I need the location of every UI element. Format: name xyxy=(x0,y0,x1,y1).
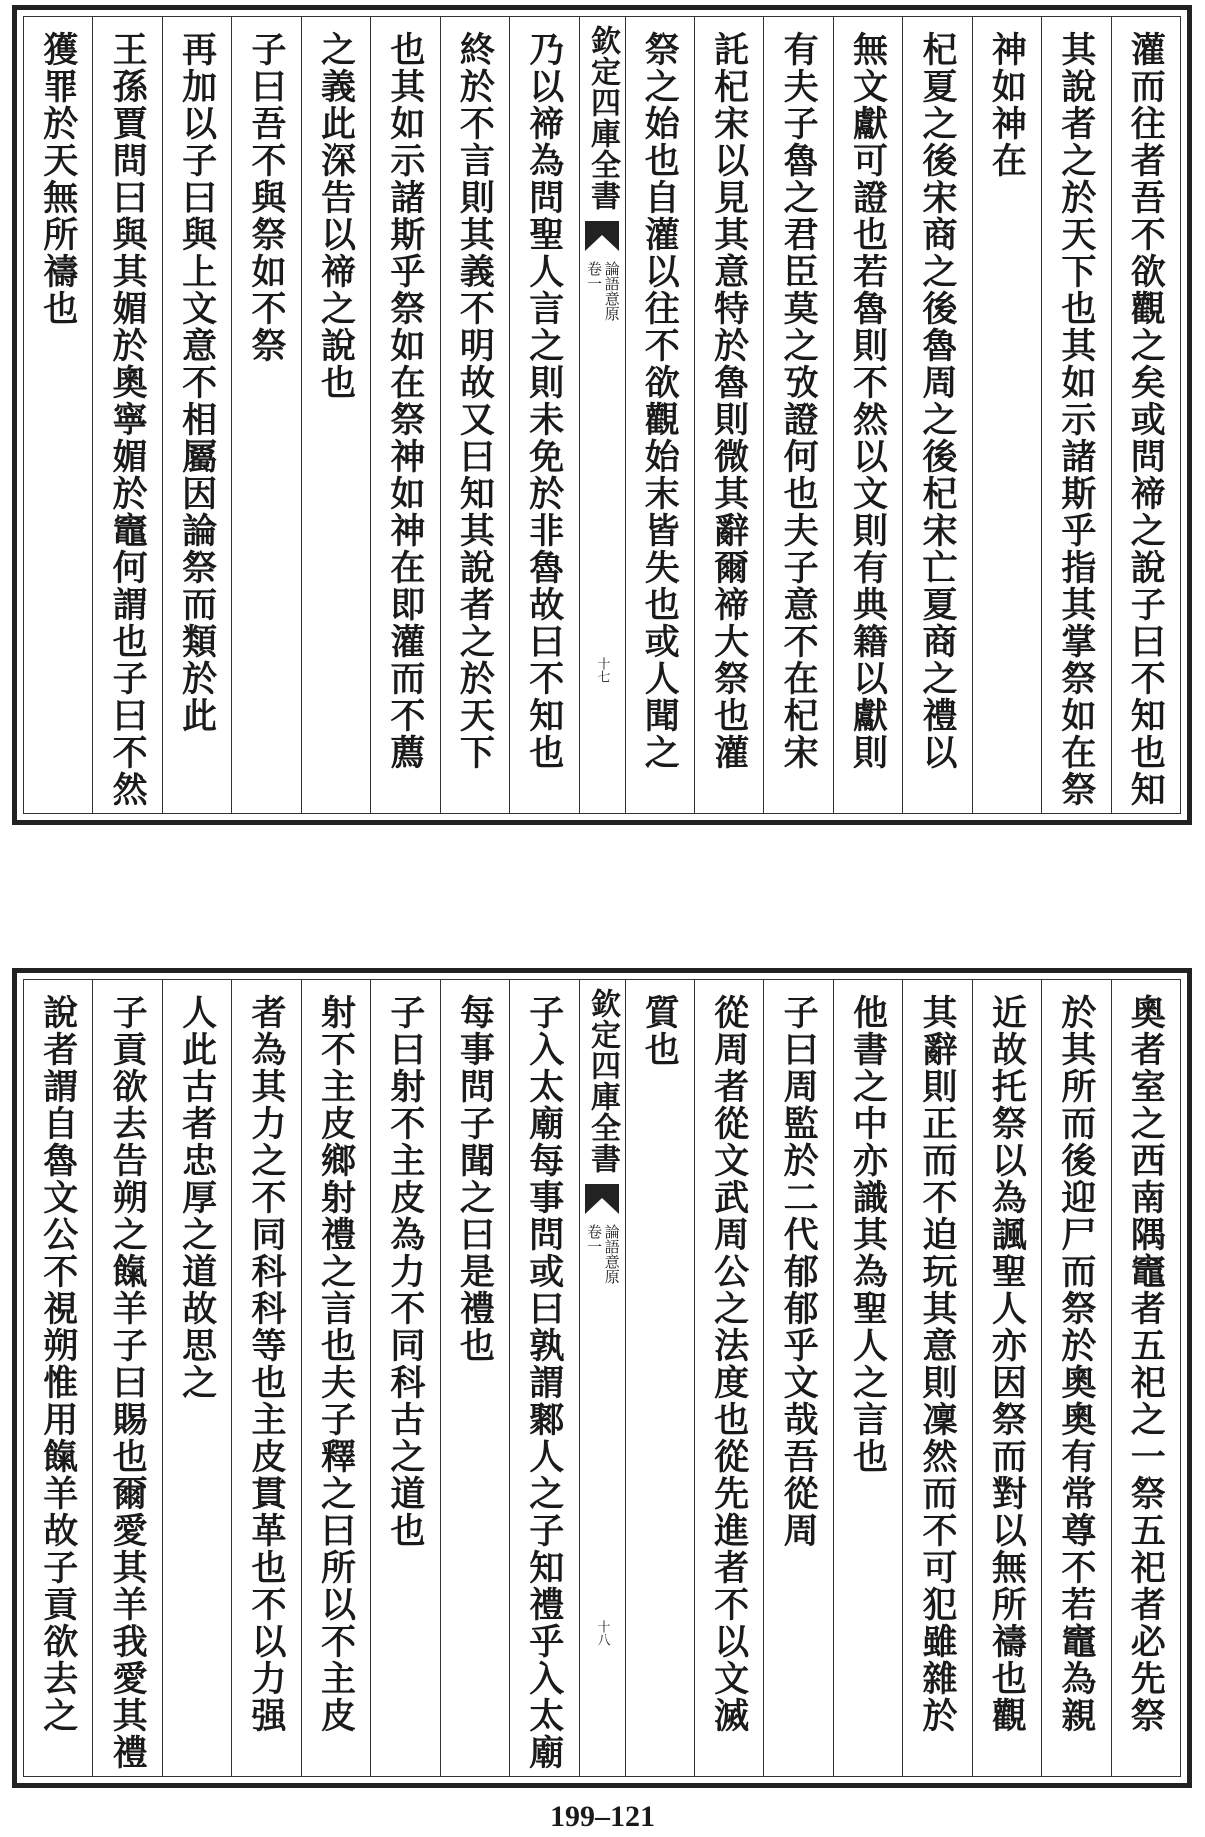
column-text: 奧者室之西南隅竈者五祀之一祭五祀者必先祭 xyxy=(1125,994,1167,1734)
upper-page-frame xyxy=(23,16,1181,814)
column-text: 人此古者忠厚之道故思之 xyxy=(176,994,218,1401)
column-text: 子入太廟每事問或曰孰謂鄹人之子知禮乎入太廟 xyxy=(523,994,565,1771)
column-text: 其辭則正而不迫玩其意則凜然而不可犯雖雜於 xyxy=(916,994,958,1734)
upper-page xyxy=(12,5,1192,825)
text-column xyxy=(301,17,370,813)
volume-number: 卷一 xyxy=(585,261,603,291)
text-column xyxy=(902,980,971,1776)
text-column xyxy=(509,980,578,1776)
text-column xyxy=(972,980,1041,1776)
column-text: 之義此深告以禘之說也 xyxy=(315,31,357,401)
text-column xyxy=(972,17,1041,813)
column-text: 神如神在 xyxy=(986,31,1028,179)
column-text: 託杞宋以見其意特於魯則微其辭爾禘大祭也灌 xyxy=(708,31,750,771)
book-name: 論語意原 xyxy=(602,1224,621,1284)
fish-tail-mark-icon xyxy=(585,221,619,251)
column-text: 每事問子聞之曰是禮也 xyxy=(454,994,496,1364)
text-column xyxy=(1111,980,1180,1776)
folio-number: 十七 xyxy=(594,657,610,683)
text-column xyxy=(92,980,161,1776)
collection-title: 欽定四庫全書 xyxy=(585,988,620,1174)
column-text: 乃以禘為問聖人言之則未免於非魯故曰不知也 xyxy=(523,31,565,771)
text-column xyxy=(231,17,300,813)
column-text: 有夫子魯之君臣莫之攷證何也夫子意不在杞宋 xyxy=(778,31,820,771)
column-text: 灌而往者吾不欲觀之矣或問禘之說子曰不知也知 xyxy=(1125,31,1167,808)
column-text: 子貢欲去告朔之餼羊子曰賜也爾愛其羊我愛其禮 xyxy=(107,994,149,1771)
text-column xyxy=(24,17,92,813)
column-text: 近故托祭以為諷聖人亦因祭而對以無所禱也觀 xyxy=(986,994,1028,1734)
text-column xyxy=(370,17,439,813)
column-text: 杞夏之後宋商之後魯周之後杞宋亡夏商之禮以 xyxy=(916,31,958,771)
text-column xyxy=(509,17,578,813)
column-text: 者為其力之不同科科等也主皮貫革也不以力强 xyxy=(246,994,288,1734)
column-text: 其說者之於天下也其如示諸斯乎指其掌祭如在祭 xyxy=(1055,31,1097,808)
text-column xyxy=(833,980,902,1776)
column-text: 從周者從文武周公之法度也從先進者不以文滅 xyxy=(708,994,750,1734)
collection-title: 欽定四庫全書 xyxy=(585,25,620,211)
text-column xyxy=(231,980,300,1776)
column-text: 子曰周監於二代郁郁乎文哉吾從周 xyxy=(778,994,820,1549)
center-fold-column xyxy=(579,17,625,813)
text-column xyxy=(301,980,370,1776)
text-column xyxy=(1111,17,1180,813)
column-text: 王孫賈問曰與其媚於奧寧媚於竈何謂也子曰不然 xyxy=(107,31,149,808)
scan-page-label: 199–121 xyxy=(550,1800,655,1833)
text-column xyxy=(162,17,231,813)
text-column xyxy=(92,17,161,813)
book-name: 論語意原 xyxy=(602,261,621,321)
column-text: 無文獻可證也若魯則不然以文則有典籍以獻則 xyxy=(847,31,889,771)
column-text: 子曰吾不與祭如不祭 xyxy=(246,31,288,364)
center-fold-column xyxy=(579,980,625,1776)
fish-tail-mark-icon xyxy=(585,1184,619,1214)
column-text: 獲罪於天無所禱也 xyxy=(37,31,79,327)
folio-number: 十八 xyxy=(594,1620,610,1646)
column-text: 說者謂自魯文公不視朔惟用餼羊故子貢欲去之 xyxy=(37,994,79,1734)
column-text: 他書之中亦識其為聖人之言也 xyxy=(847,994,889,1475)
book-info xyxy=(585,1224,619,1284)
text-column xyxy=(1041,980,1110,1776)
text-column xyxy=(440,17,509,813)
lower-page-frame xyxy=(23,979,1181,1777)
text-column xyxy=(763,17,832,813)
text-column xyxy=(694,17,763,813)
lower-page xyxy=(12,968,1192,1788)
text-column xyxy=(694,980,763,1776)
column-text: 子曰射不主皮為力不同科古之道也 xyxy=(384,994,426,1549)
column-text: 質也 xyxy=(639,994,681,1068)
column-text: 祭之始也自灌以往不欲觀始末皆失也或人聞之 xyxy=(639,31,681,771)
column-text: 也其如示諸斯乎祭如在祭神如神在即灌而不薦 xyxy=(384,31,426,771)
column-text: 於其所而後迎尸而祭於奧奧有常尊不若竈為親 xyxy=(1055,994,1097,1734)
text-column xyxy=(1041,17,1110,813)
column-text: 射不主皮鄉射禮之言也夫子釋之曰所以不主皮 xyxy=(315,994,357,1734)
text-column xyxy=(625,980,694,1776)
column-text: 終於不言則其義不明故又曰知其說者之於天下 xyxy=(454,31,496,771)
column-text: 再加以子曰與上文意不相屬因論祭而類於此 xyxy=(176,31,218,734)
text-column xyxy=(440,980,509,1776)
text-column xyxy=(763,980,832,1776)
volume-number: 卷一 xyxy=(585,1224,603,1254)
text-column xyxy=(833,17,902,813)
text-column xyxy=(24,980,92,1776)
text-column xyxy=(625,17,694,813)
text-column xyxy=(902,17,971,813)
text-column xyxy=(162,980,231,1776)
book-info xyxy=(585,261,619,321)
text-column xyxy=(370,980,439,1776)
